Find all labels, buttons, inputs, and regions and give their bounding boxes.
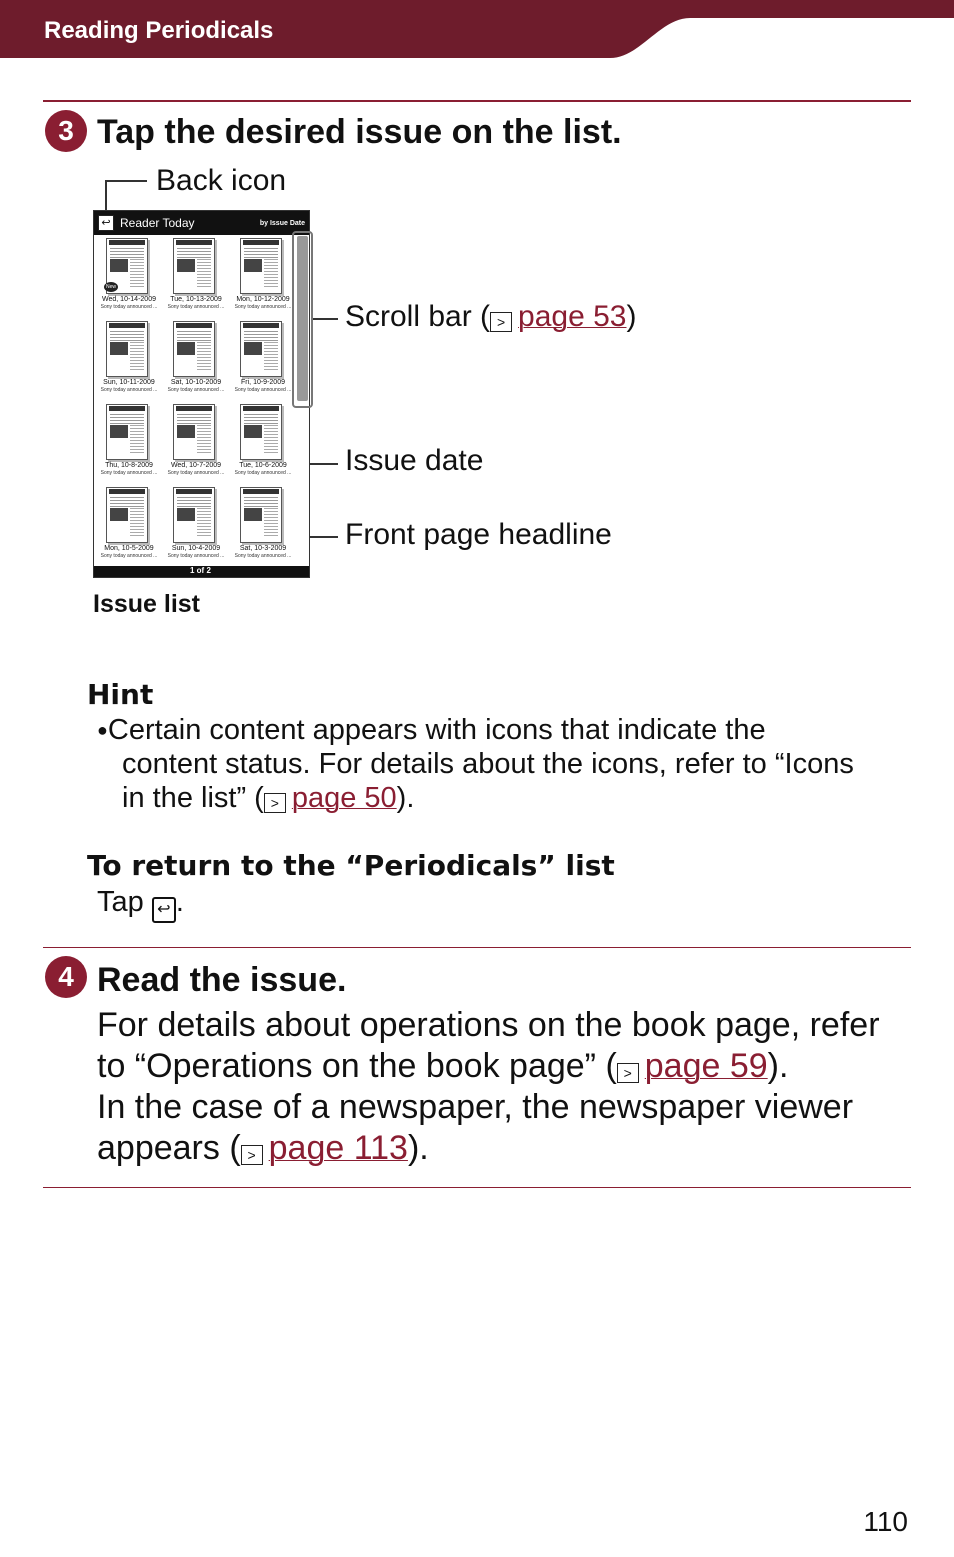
text-column (197, 508, 211, 538)
tap-text: Tap (97, 886, 144, 918)
front-page-thumbnail (240, 321, 282, 377)
issue-headline: Sony today announced ... (167, 470, 225, 476)
text-lines (177, 414, 211, 424)
hint-text-3-suffix: ). (396, 782, 415, 814)
scroll-bar-suffix: ) (626, 300, 637, 333)
back-icon-label: Back icon (156, 164, 287, 197)
issue-list-screen (93, 210, 310, 578)
return-title: To return to the “Periodicals” list (87, 849, 615, 882)
thumbnail-photo (177, 425, 195, 438)
scroll-bar[interactable] (297, 236, 308, 401)
hint-line-1 (97, 713, 766, 747)
step4-line-2 (97, 1046, 917, 1087)
masthead (243, 240, 279, 245)
front-page-thumbnail (106, 321, 148, 377)
step3-number-badge: 3 (45, 110, 87, 152)
text-lines (177, 497, 211, 507)
page-53-link[interactable]: page 53 (518, 300, 627, 333)
thumbnail-photo (110, 508, 128, 521)
front-page-thumbnail (173, 487, 215, 543)
text-lines (110, 414, 144, 424)
text-lines (110, 497, 144, 507)
step4-line-4 (97, 1128, 917, 1169)
issue-date: Sat, 10-3-2009 (239, 545, 287, 552)
issue-date: Mon, 10-12-2009 (236, 296, 290, 303)
tap-instruction (97, 885, 184, 923)
page-50-link[interactable]: page 50 (291, 782, 397, 814)
issue-date: Sun, 10-4-2009 (171, 545, 221, 552)
issue-date: Sat, 10-10-2009 (170, 379, 222, 386)
masthead (109, 323, 145, 328)
text-column (264, 342, 278, 372)
step4-text-2: to “Operations on the book page” ( (97, 1047, 617, 1085)
text-column (264, 259, 278, 289)
masthead (176, 240, 212, 245)
issue-headline: Sony today announced ... (167, 387, 225, 393)
front-page-thumbnail (173, 404, 215, 460)
thumbnail-photo (244, 259, 262, 272)
thumbnail-photo (244, 342, 262, 355)
text-column (130, 342, 144, 372)
thumbnail-photo (244, 508, 262, 521)
masthead (243, 323, 279, 328)
tap-period: . (175, 886, 184, 918)
page-59-link[interactable]: page 59 (644, 1047, 768, 1085)
issue-headline: Sony today announced ... (100, 553, 158, 559)
bottom-divider (43, 1187, 911, 1188)
masthead (243, 489, 279, 494)
device-title: Reader Today (120, 216, 195, 230)
text-lines (244, 248, 278, 258)
issue-headline: Sony today announced ... (234, 553, 292, 559)
masthead (176, 406, 212, 411)
masthead (109, 489, 145, 494)
back-icon[interactable]: ↩ (98, 215, 114, 231)
issue-date: Fri, 10-9-2009 (241, 379, 285, 386)
back-icon-leader (106, 181, 147, 210)
new-badge: New (105, 284, 116, 290)
issue-date: Mon, 10-5-2009 (104, 545, 154, 552)
page-ref-icon: > (264, 793, 286, 813)
page-ref-icon: > (241, 1145, 263, 1165)
thumbnail-photo (177, 259, 195, 272)
text-lines (244, 414, 278, 424)
page-indicator: 1 of 2 (190, 566, 211, 575)
issue-headline: Sony today announced ... (100, 304, 158, 310)
masthead (243, 406, 279, 411)
text-lines (177, 248, 211, 258)
bullet: ● (97, 720, 108, 740)
text-lines (244, 331, 278, 341)
sort-label[interactable]: by Issue Date (259, 220, 305, 227)
text-lines (110, 248, 144, 258)
text-lines (177, 331, 211, 341)
figure-caption: Issue list (93, 590, 200, 618)
issue-date: Wed, 10-7-2009 (170, 462, 222, 469)
text-column (264, 425, 278, 455)
step4-body (97, 1005, 917, 1169)
text-lines (244, 497, 278, 507)
thumbnail-photo (177, 508, 195, 521)
step4-number-badge: 4 (45, 956, 87, 998)
step3-title: Tap the desired issue on the list. (97, 113, 622, 151)
front-page-thumbnail (240, 238, 282, 294)
front-page-thumbnail (240, 404, 282, 460)
page-113-link[interactable]: page 113 (268, 1129, 408, 1167)
page-ref-icon: > (617, 1063, 639, 1083)
hint-line-2: content status. For details about the icons, refer to “Icons (122, 748, 854, 780)
text-column (130, 425, 144, 455)
front-page-headline-label: Front page headline (345, 518, 612, 551)
step4-line-3: In the case of a newspaper, the newspaper viewer (97, 1088, 854, 1126)
text-column (197, 425, 211, 455)
thumbnail-photo (177, 342, 195, 355)
step4-text-2-suffix: ). (767, 1047, 789, 1085)
step4-line-1: For details about operations on the book page, refer (97, 1006, 880, 1044)
text-column (197, 259, 211, 289)
front-page-thumbnail (106, 404, 148, 460)
masthead (109, 240, 145, 245)
front-page-thumbnail (173, 238, 215, 294)
issue-date: Thu, 10-8-2009 (105, 462, 153, 469)
front-page-thumbnail (240, 487, 282, 543)
issue-headline: Sony today announced ... (100, 470, 158, 476)
text-column (130, 508, 144, 538)
section-title: Reading Periodicals (44, 17, 274, 44)
issue-date-label: Issue date (345, 444, 484, 477)
thumbnail-photo (110, 259, 128, 272)
issue-date: Tue, 10-13-2009 (170, 296, 222, 303)
back-icon: ↩ (152, 897, 176, 923)
step4-divider (43, 947, 911, 948)
step4-title: Read the issue. (97, 961, 347, 999)
step4-text-4-suffix: ). (407, 1129, 429, 1167)
issue-headline: Sony today announced ... (234, 387, 292, 393)
scroll-bar-label (345, 300, 637, 334)
text-column (264, 508, 278, 538)
front-page-thumbnail (173, 321, 215, 377)
issue-headline: Sony today announced ... (167, 304, 225, 310)
issue-headline: Sony today announced ... (167, 553, 225, 559)
text-column (130, 259, 144, 289)
masthead (176, 489, 212, 494)
scroll-bar-text: Scroll bar ( (345, 300, 491, 333)
device-title-bar (94, 211, 309, 235)
thumbnail-photo (110, 425, 128, 438)
issue-headline: Sony today announced ... (234, 304, 292, 310)
device-status-bar (94, 566, 309, 577)
issue-date: Wed, 10-14-2009 (102, 296, 156, 303)
front-page-thumbnail (106, 487, 148, 543)
issue-date: Sun, 10-11-2009 (103, 379, 155, 386)
page-ref-icon: > (490, 312, 512, 332)
thumbnail-photo (110, 342, 128, 355)
hint-text-3: in the list” ( (122, 782, 264, 814)
hint-title: Hint (87, 678, 154, 711)
text-column (197, 342, 211, 372)
text-lines (110, 331, 144, 341)
hint-line-3 (122, 781, 414, 815)
issue-headline: Sony today announced ... (100, 387, 158, 393)
page-number: 110 (863, 1506, 908, 1537)
masthead (109, 406, 145, 411)
masthead (176, 323, 212, 328)
step4-text-4: appears ( (97, 1129, 241, 1167)
issue-headline: Sony today announced ... (234, 470, 292, 476)
thumbnail-photo (244, 425, 262, 438)
hint-text-1: Certain content appears with icons that indicate the (107, 714, 766, 746)
issue-date: Tue, 10-6-2009 (239, 462, 287, 469)
